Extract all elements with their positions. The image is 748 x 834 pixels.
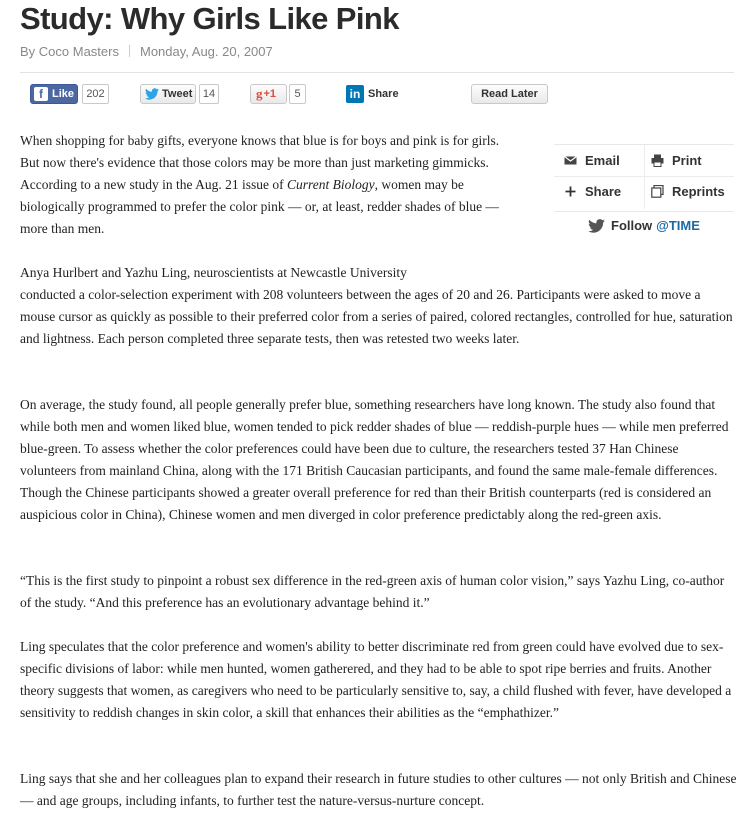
print-label: Print [672, 153, 702, 168]
read-later-button[interactable]: Read Later [471, 84, 548, 104]
tweet-count: 14 [199, 84, 219, 104]
google-plus-icon: g [256, 86, 263, 101]
share-button[interactable] [564, 184, 621, 199]
facebook-like-label: Like [52, 88, 75, 100]
envelope-icon [564, 154, 577, 167]
twitter-bird-icon [588, 219, 605, 233]
follow-time-link[interactable] [588, 218, 700, 233]
google-plus-count: 5 [289, 84, 306, 104]
paragraph-5: Ling speculates that the color preference and women's ability to better discriminate red from green could have evolved due to sex-specific divisions of labor: while men hunted, women gatherered, and they had to be able to spot ripe berries and fruits. Another theory suggests that women, as caregivers who need to be particularly sensitive to, say, a child flushed with fever, have developed a sensitivity to reddish changes in skin color, a skill that enhances their abilities as the “emphathizer.” [20, 639, 732, 720]
reprints-button[interactable] [651, 184, 725, 199]
email-button[interactable] [564, 153, 620, 168]
paragraph-2-line-1: Anya Hurlbert and Yazhu Ling, neuroscientists at Newcastle University [20, 265, 407, 280]
publish-date: Monday, Aug. 20, 2007 [139, 44, 273, 59]
printer-icon [651, 154, 664, 167]
tools-divider-vertical [644, 145, 645, 209]
byline [20, 43, 273, 61]
time-handle: @TIME [656, 218, 700, 233]
paragraph-4: “This is the first study to pinpoint a robust sex difference in the red-green axis of human color vision,” says Yazhu Ling, co-author of the study. “And this preference has an evolutionary advantage behind it.” [20, 573, 725, 610]
google-plus-one-label: +1 [263, 88, 277, 100]
tweet-label: Tweet [162, 88, 193, 100]
facebook-like-count: 202 [82, 84, 109, 104]
email-label: Email [585, 153, 620, 168]
linkedin-share-label: Share [368, 88, 399, 100]
paragraph-1-text: When shopping for baby gifts, everyone knows that blue is for boys and pink is for girls. But now there's evidence that those colors may be more than just marketing gimmicks. According to a new study in the Aug. 21 issue of [20, 133, 500, 192]
facebook-like-button[interactable] [30, 84, 78, 104]
plus-icon [564, 185, 577, 198]
copy-icon [651, 185, 664, 198]
paragraph-3: On average, the study found, all people generally prefer blue, something researchers have long known. The study also found that while both men and women liked blue, women tended to pick redder shades of blue — reddish-purple hues — while men preferred blue-green. To assess whether the color preferences could have been due to culture, the researchers tested 37 Han Chinese volunteers from mainland China, along with the 171 British Caucasian participants, and found the same male-female differences. Though the Chinese participants showed a greater overall preference for red than their British counterparts (red is considered an auspicious color in China), Chinese women and men diverged in color preference predictably along the red-green axis. [20, 397, 729, 522]
tools-divider-horizontal [554, 176, 734, 177]
linkedin-icon: in [346, 85, 364, 103]
tweet-button[interactable] [140, 84, 196, 104]
twitter-bird-icon [145, 88, 159, 100]
paragraph-1-text-end: , women may be biologically programmed to prefer the color pink — or, at least, redder shades of blue — more than men. [20, 177, 499, 236]
paragraph-6: Ling says that she and her colleagues plan to expand their research in future studies to other cultures — not only British and Chinese — and age groups, including infants, to further test the nature-versus-nurture concept. [20, 771, 737, 808]
linkedin-share-button[interactable] [346, 84, 404, 104]
paragraph-1 [20, 130, 520, 240]
byline-divider [129, 45, 130, 57]
headline: Study: Why Girls Like Pink [20, 1, 399, 36]
share-label: Share [585, 184, 622, 199]
google-plus-one-button[interactable] [250, 84, 287, 104]
header-divider [20, 72, 734, 73]
journal-name: Current Biology [286, 177, 375, 192]
facebook-icon: f [34, 87, 48, 101]
print-button[interactable] [651, 153, 702, 168]
follow-label: Follow [611, 218, 653, 233]
paragraph-2: conducted a color-selection experiment with 208 volunteers between the ages of 20 and 26. Participants were asked to move a mouse cursor as quickly as possible to their preferred color from a series of paired, colored rectangles, controlled for hue, saturation and lightness. Each person completed three separate tests, then was retested two weeks later. [20, 287, 733, 346]
reprints-label: Reprints [672, 184, 725, 199]
article-tools [554, 144, 734, 212]
author[interactable]: By Coco Masters [20, 44, 119, 59]
